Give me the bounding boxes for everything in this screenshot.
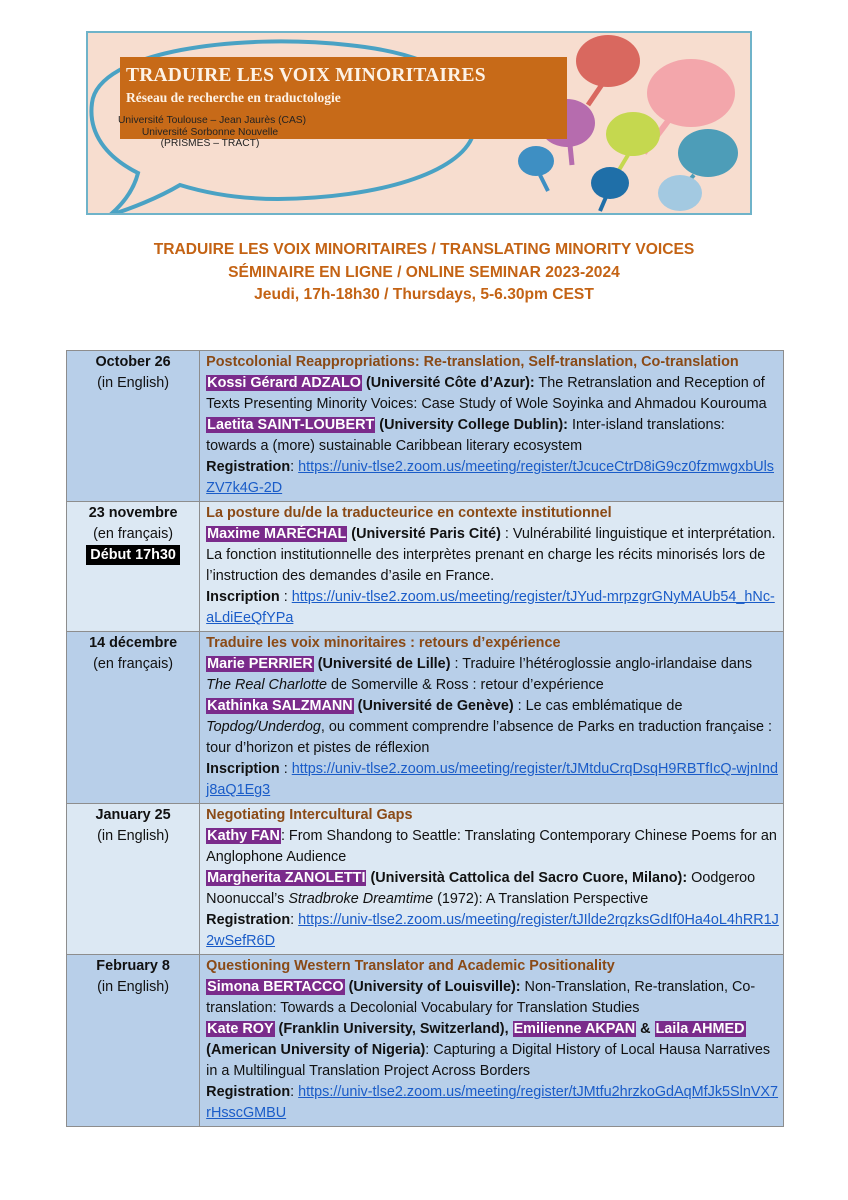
session-content-cell [200, 351, 784, 502]
registration-label: Registration [206, 459, 291, 475]
session-date: February 8 [96, 958, 170, 974]
talk-entry [206, 415, 779, 457]
talk-title: : From Shandong to Seattle: Translating Contemporary Chinese Poems for an Anglophone Audience [206, 828, 777, 865]
green-speech-bubble [606, 112, 660, 156]
registration-separator: : [290, 459, 299, 475]
registration-line [206, 587, 779, 629]
talk-entry [206, 373, 779, 415]
registration-label: Registration [206, 912, 291, 928]
header-banner [86, 31, 752, 215]
light-blue-speech-bubble [658, 175, 702, 211]
session-title: Postcolonial Reappropriations: Re-translation, Self-translation, Co-translation [206, 354, 739, 370]
speaker-affiliation: (Franklin University, Switzerland), [274, 1021, 513, 1037]
session-language: (in English) [97, 828, 170, 844]
session-date-cell [67, 955, 200, 1127]
registration-link[interactable]: https://univ-tlse2.zoom.us/meeting/register/tJMtfu2hrzkoGdAqMfJk5SlnVX7rHsscGMBU [206, 1084, 779, 1121]
session-date-cell [67, 502, 200, 632]
session-content-cell [200, 955, 784, 1127]
speaker-affiliation: (Université Côte d’Azur): [361, 375, 535, 391]
registration-separator: : [279, 589, 292, 605]
red-speech-bubble [576, 35, 640, 87]
speaker-name: Kathinka SALZMANN [207, 698, 353, 714]
speaker-name: Margherita ZANOLETTI [207, 870, 366, 886]
session-date: 14 décembre [89, 635, 178, 651]
registration-line [206, 457, 779, 499]
institutions-list [118, 115, 307, 150]
talk-title: : Le cas emblématique de [513, 698, 683, 714]
registration-label: Registration [206, 1084, 291, 1100]
session-date: October 26 [95, 354, 171, 370]
talk-entry [206, 868, 779, 910]
registration-label: Inscription [206, 761, 280, 777]
registration-link[interactable]: https://univ-tlse2.zoom.us/meeting/register/tJMtduCrqDsqH9RBTfIcQ-wjnIndj8aQ1Eg3 [206, 761, 778, 798]
talk-entry [206, 696, 779, 759]
registration-separator: : [290, 1084, 299, 1100]
talk-title: Inter-island translations: towards a (more) sustainable Caribbean literary ecosystem [206, 417, 725, 454]
heading-line: Jeudi, 17h-18h30 / Thursdays, 5-6.30pm CEST [254, 286, 594, 303]
session-language: (in English) [97, 979, 170, 995]
talk-title: Non-Translation, Re-translation, Co-translation: Towards a Decolonial Vocabulary for Translation Studies [206, 979, 756, 1016]
speaker-affiliation: (University of Louisville): [344, 979, 521, 995]
session-row [67, 351, 784, 502]
pink-speech-bubble [647, 59, 735, 127]
session-date: 23 novembre [88, 505, 178, 521]
registration-link[interactable]: https://univ-tlse2.zoom.us/meeting/register/tJYud-mrpzgrGNyMAUb54_hNc-aLdiEeQfYPa [206, 589, 775, 626]
talk-title: : Vulnérabilité linguistique et interprétation. La fonction institutionnelle des interprètes prenant en charge les récits minorisés lors de l’instruction des demandes d’asile en France. [206, 526, 776, 584]
start-time-badge: Début 17h30 [86, 545, 180, 565]
speaker-name: Laila AHMED [655, 1021, 745, 1037]
session-title: Negotiating Intercultural Gaps [206, 807, 413, 823]
speaker-affiliation: (Université de Lille) [313, 656, 451, 672]
talk-title: The Retranslation and Reception of Texts Presenting Minority Voices: Case Study of Wole Soyinka and Ahmadou Kourouma [206, 375, 767, 412]
talk-title: , ou comment comprendre l’absence de Parks en traduction française : tour d’horizon et pistes de réflexion [206, 719, 773, 756]
session-title: Traduire les voix minoritaires : retours d’expérience [206, 635, 561, 651]
session-date-cell [67, 632, 200, 804]
talk-title: : Capturing a Digital History of Local Hausa Narratives in a Multilingual Translation Project Across Borders [206, 1042, 771, 1079]
session-content-cell [200, 804, 784, 955]
registration-line [206, 1082, 779, 1124]
session-date-cell [67, 804, 200, 955]
speaker-affiliation: (University College Dublin): [375, 417, 568, 433]
conjunction: & [636, 1021, 655, 1037]
talk-title: Oodgeroo Noonuccal’s [206, 870, 756, 907]
speaker-name: Kossi Gérard ADZALO [207, 375, 361, 391]
banner-title: TRADUIRE LES VOIX MINORITAIRES [126, 65, 486, 86]
talk-title: : Traduire l’hétéroglossie anglo-irlandaise dans [450, 656, 753, 672]
talk-entry [206, 977, 779, 1019]
institution-line: Université Sorbonne Nouvelle [141, 126, 279, 138]
speaker-name: Maxime MARÉCHAL [207, 526, 347, 542]
speaker-name: Emilienne AKPAN [513, 1021, 636, 1037]
work-title: Topdog/Underdog [206, 719, 321, 735]
heading-line: TRADUIRE LES VOIX MINORITAIRES / TRANSLATING MINORITY VOICES [153, 241, 695, 258]
speaker-affiliation: (American University of Nigeria) [206, 1042, 426, 1058]
session-title: La posture du/de la traducteurice en contexte institutionnel [206, 505, 612, 521]
institution-line: (PRISMES – TRACT) [160, 138, 260, 149]
speaker-affiliation: (Università Cattolica del Sacro Cuore, Milano): [366, 870, 688, 886]
session-language: (en français) [93, 656, 174, 672]
speaker-name: Kathy FAN [207, 828, 280, 844]
speaker-affiliation: (Université Paris Cité) [347, 526, 501, 542]
seminar-schedule-table [66, 350, 784, 1127]
session-row [67, 632, 784, 804]
talk-entry [206, 654, 779, 696]
session-language: (in English) [97, 375, 170, 391]
registration-link[interactable]: https://univ-tlse2.zoom.us/meeting/register/tJIlde2rqzksGdIf0Ha4oL4hRR1J2wSefR6D [206, 912, 779, 949]
session-row [67, 955, 784, 1127]
registration-separator: : [279, 761, 292, 777]
dark-blue-speech-bubble [591, 167, 629, 199]
speaker-name: Marie PERRIER [207, 656, 313, 672]
talk-title: (1972): A Translation Perspective [433, 891, 649, 907]
speaker-affiliation: (Université de Genève) [353, 698, 514, 714]
blue-speech-bubble-small [518, 146, 554, 176]
session-row [67, 502, 784, 632]
talk-entry [206, 524, 779, 587]
talk-title: de Somerville & Ross : retour d’expérience [326, 677, 604, 693]
session-content-cell [200, 502, 784, 632]
session-language: (en français) [93, 526, 174, 542]
banner-subtitle: Réseau de recherche en traductologie [126, 90, 341, 105]
speaker-name: Laetita SAINT-LOUBERT [207, 417, 375, 433]
talk-entry [206, 826, 779, 868]
registration-label: Inscription [206, 589, 280, 605]
registration-separator: : [290, 912, 299, 928]
talk-entry [206, 1019, 779, 1082]
work-title: Stradbroke Dreamtime [288, 891, 434, 907]
session-title: Questioning Western Translator and Academic Positionality [206, 958, 615, 974]
work-title: The Real Charlotte [206, 677, 327, 693]
session-date-cell [67, 351, 200, 502]
session-date: January 25 [95, 807, 171, 823]
registration-line [206, 910, 779, 952]
seminar-heading [0, 239, 848, 307]
registration-link[interactable]: https://univ-tlse2.zoom.us/meeting/register/tJcuceCtrD8iG9cz0fzmwgxbUlsZV7k4G-2D [206, 459, 775, 496]
session-content-cell [200, 632, 784, 804]
speaker-name: Simona BERTACCO [207, 979, 344, 995]
speaker-name: Kate ROY [207, 1021, 274, 1037]
session-row [67, 804, 784, 955]
registration-line [206, 759, 779, 801]
teal-speech-bubble [678, 129, 738, 177]
institution-line: Université Toulouse – Jean Jaurès (CAS) [118, 115, 307, 126]
heading-line: SÉMINAIRE EN LIGNE / ONLINE SEMINAR 2023-2024 [228, 263, 620, 281]
